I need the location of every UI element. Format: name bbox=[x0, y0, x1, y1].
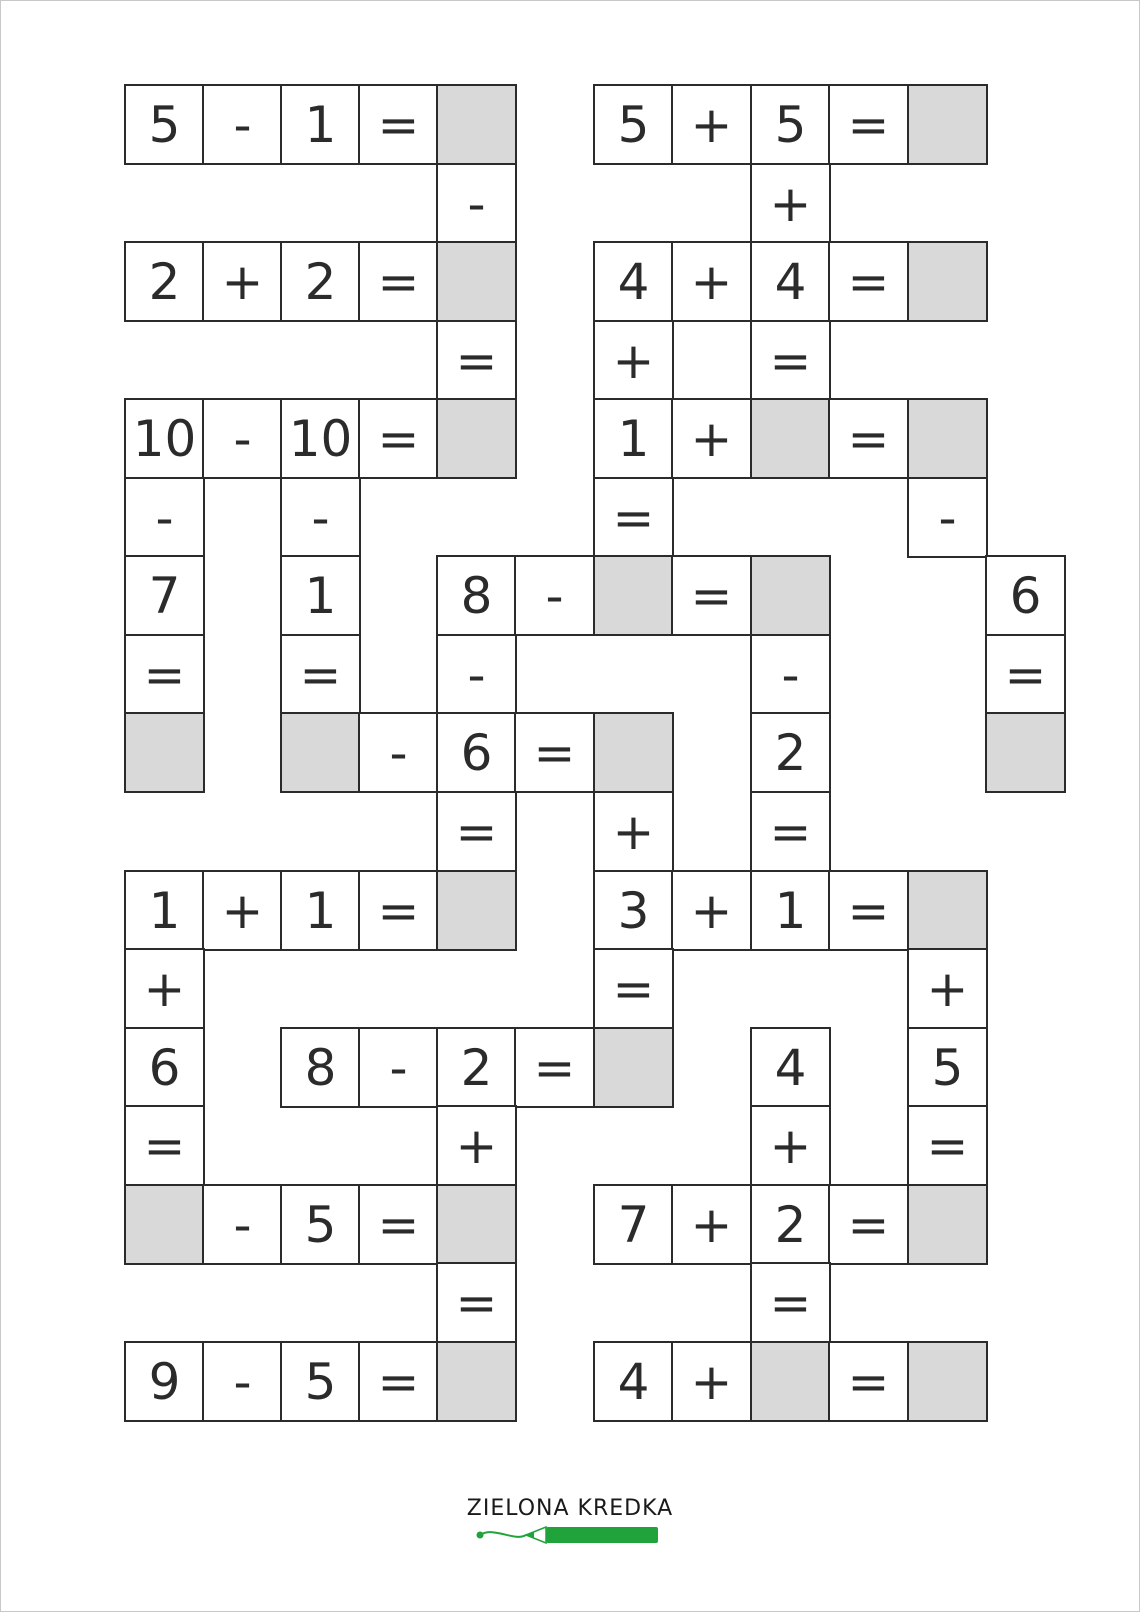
operator-cell: - bbox=[202, 1184, 283, 1265]
number-cell: 2 bbox=[750, 712, 831, 793]
operator-cell: = bbox=[514, 712, 595, 793]
number-cell: 6 bbox=[124, 1027, 205, 1108]
operator-cell: + bbox=[593, 320, 674, 401]
operator-cell: - bbox=[280, 477, 361, 558]
operator-cell: = bbox=[514, 1027, 595, 1108]
number-cell: 1 bbox=[750, 870, 831, 951]
answer-cell[interactable] bbox=[436, 1341, 517, 1422]
number-cell: 8 bbox=[436, 555, 517, 636]
answer-cell[interactable] bbox=[907, 1341, 988, 1422]
number-cell: 2 bbox=[750, 1184, 831, 1265]
answer-cell[interactable] bbox=[907, 1184, 988, 1265]
answer-cell[interactable] bbox=[750, 555, 831, 636]
operator-cell: + bbox=[750, 163, 831, 244]
number-cell: 7 bbox=[124, 555, 205, 636]
operator-cell: - bbox=[202, 398, 283, 479]
operator-cell: = bbox=[828, 398, 909, 479]
operator-cell: = bbox=[750, 320, 831, 401]
operator-cell: + bbox=[124, 948, 205, 1029]
number-cell: 5 bbox=[280, 1341, 361, 1422]
operator-cell: + bbox=[671, 241, 752, 322]
answer-cell[interactable] bbox=[280, 712, 361, 793]
number-cell: 4 bbox=[750, 241, 831, 322]
operator-cell: - bbox=[358, 1027, 439, 1108]
operator-cell: = bbox=[358, 1341, 439, 1422]
answer-cell[interactable] bbox=[907, 241, 988, 322]
operator-cell: + bbox=[202, 241, 283, 322]
operator-cell: = bbox=[358, 1184, 439, 1265]
number-cell: 10 bbox=[124, 398, 205, 479]
answer-cell[interactable] bbox=[436, 870, 517, 951]
number-cell: 1 bbox=[593, 398, 674, 479]
operator-cell: + bbox=[671, 84, 752, 165]
number-cell: 2 bbox=[436, 1027, 517, 1108]
operator-cell: - bbox=[436, 163, 517, 244]
operator-cell: = bbox=[358, 398, 439, 479]
number-cell: 1 bbox=[280, 870, 361, 951]
operator-cell: = bbox=[124, 634, 205, 715]
answer-cell[interactable] bbox=[750, 398, 831, 479]
operator-cell: = bbox=[828, 1184, 909, 1265]
answer-cell[interactable] bbox=[124, 1184, 205, 1265]
operator-cell: = bbox=[593, 477, 674, 558]
operator-cell: = bbox=[436, 1262, 517, 1343]
answer-cell[interactable] bbox=[593, 712, 674, 793]
operator-cell: = bbox=[671, 555, 752, 636]
answer-cell[interactable] bbox=[907, 398, 988, 479]
answer-cell[interactable] bbox=[436, 84, 517, 165]
answer-cell[interactable] bbox=[436, 398, 517, 479]
operator-cell: + bbox=[593, 791, 674, 872]
number-cell: 6 bbox=[985, 555, 1066, 636]
answer-cell[interactable] bbox=[436, 1184, 517, 1265]
operator-cell: + bbox=[202, 870, 283, 951]
number-cell: 1 bbox=[280, 555, 361, 636]
pencil-icon bbox=[474, 1524, 664, 1546]
number-cell: 5 bbox=[593, 84, 674, 165]
number-cell: 2 bbox=[124, 241, 205, 322]
operator-cell: - bbox=[514, 555, 595, 636]
operator-cell: + bbox=[671, 1184, 752, 1265]
operator-cell: = bbox=[124, 1105, 205, 1186]
operator-cell: = bbox=[358, 241, 439, 322]
operator-cell: = bbox=[907, 1105, 988, 1186]
operator-cell: = bbox=[436, 791, 517, 872]
operator-cell: - bbox=[124, 477, 205, 558]
operator-cell: = bbox=[436, 320, 517, 401]
number-cell: 4 bbox=[593, 241, 674, 322]
number-cell: 5 bbox=[907, 1027, 988, 1108]
operator-cell: - bbox=[750, 634, 831, 715]
number-cell: 5 bbox=[124, 84, 205, 165]
operator-cell: + bbox=[671, 870, 752, 951]
number-cell: 9 bbox=[124, 1341, 205, 1422]
number-cell: 4 bbox=[750, 1027, 831, 1108]
operator-cell: = bbox=[593, 948, 674, 1029]
number-cell: 5 bbox=[750, 84, 831, 165]
operator-cell: + bbox=[671, 1341, 752, 1422]
operator-cell: = bbox=[985, 634, 1066, 715]
answer-cell[interactable] bbox=[750, 1341, 831, 1422]
number-cell: 7 bbox=[593, 1184, 674, 1265]
operator-cell: = bbox=[828, 870, 909, 951]
number-cell: 1 bbox=[124, 870, 205, 951]
operator-cell: = bbox=[358, 870, 439, 951]
number-cell: 2 bbox=[280, 241, 361, 322]
number-cell: 5 bbox=[280, 1184, 361, 1265]
operator-cell: + bbox=[750, 1105, 831, 1186]
operator-cell: = bbox=[828, 84, 909, 165]
number-cell: 6 bbox=[436, 712, 517, 793]
operator-cell: + bbox=[671, 398, 752, 479]
operator-cell: - bbox=[358, 712, 439, 793]
answer-cell[interactable] bbox=[985, 712, 1066, 793]
brand-name: ZIELONA KREDKA bbox=[466, 1496, 674, 1521]
operator-cell: = bbox=[280, 634, 361, 715]
answer-cell[interactable] bbox=[907, 870, 988, 951]
operator-cell: = bbox=[358, 84, 439, 165]
number-cell: 8 bbox=[280, 1027, 361, 1108]
operator-cell: - bbox=[202, 1341, 283, 1422]
operator-cell: - bbox=[436, 634, 517, 715]
brand-logo bbox=[440, 1496, 700, 1546]
answer-cell[interactable] bbox=[593, 1027, 674, 1108]
number-cell: 10 bbox=[280, 398, 361, 479]
answer-cell[interactable] bbox=[124, 712, 205, 793]
answer-cell[interactable] bbox=[436, 241, 517, 322]
operator-cell: + bbox=[436, 1105, 517, 1186]
operator-cell: = bbox=[750, 791, 831, 872]
operator-cell: - bbox=[202, 84, 283, 165]
operator-cell: = bbox=[828, 241, 909, 322]
answer-cell[interactable] bbox=[593, 555, 674, 636]
answer-cell[interactable] bbox=[907, 84, 988, 165]
operator-cell: - bbox=[907, 477, 988, 558]
operator-cell: = bbox=[828, 1341, 909, 1422]
number-cell: 1 bbox=[280, 84, 361, 165]
operator-cell: = bbox=[750, 1262, 831, 1343]
operator-cell: + bbox=[907, 948, 988, 1029]
number-cell: 4 bbox=[593, 1341, 674, 1422]
number-cell: 3 bbox=[593, 870, 674, 951]
